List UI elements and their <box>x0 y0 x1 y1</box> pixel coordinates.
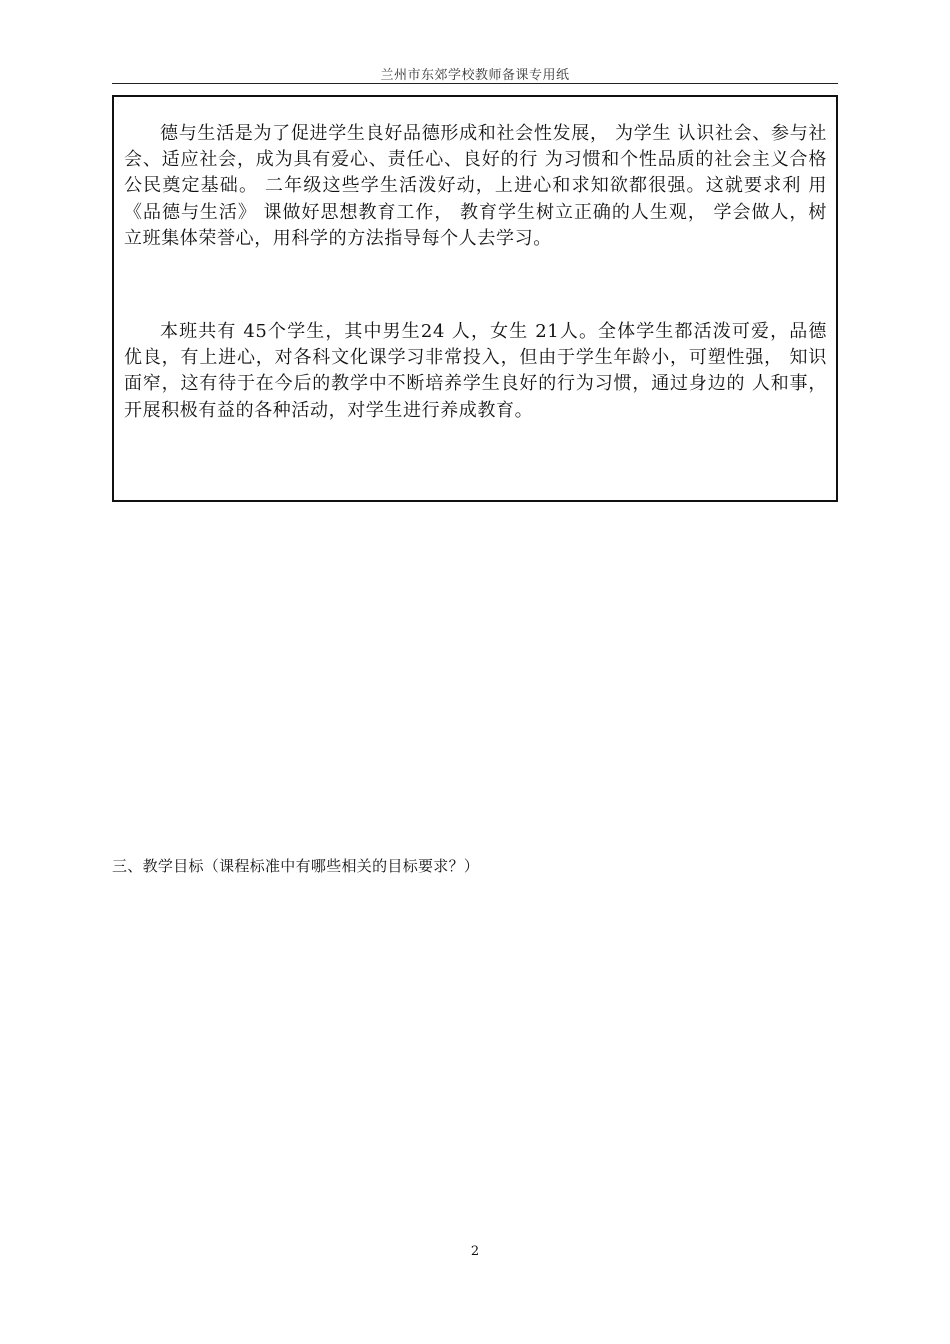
paragraph-class-situation: 本班共有 45个学生，其中男生24 人，女生 21人。全体学生都活泼可爱，品德优良，有上进心，对各科文化课学习非常投入，但由于学生年龄小，可塑性强， 知识面窄，这有待于在今后的教学中不断培养学生良好的行为习惯，通过身边的 人和事，开展积极有益的各种活动，对学生进行养成教育。 <box>124 321 827 421</box>
student-analysis-box <box>112 95 838 502</box>
paragraph-course-purpose: 德与生活是为了促进学生良好品德形成和社会性发展， 为学生 认识社会、参与社会、适应社会，成为具有爱心、责任心、良好的行 为习惯和个性品质的社会主义合格公民奠定基础。 二年级这些学生活泼好动，上进心和求知欲都很强。这就要求利 用 《品德与生活》 课做好思想教育工作， 教育学生树立正确的人生观， 学会做人，树立班集体荣誉心，用科学的方法指导每个人去学习。 <box>124 123 827 249</box>
page-header-title: 兰州市东郊学校教师备课专用纸 <box>380 68 570 83</box>
header-divider <box>112 83 838 84</box>
section-heading-teaching-goals: 三、教学目标（课程标准中有哪些相关的目标要求？） <box>112 857 480 875</box>
page-number: 2 <box>470 1244 480 1259</box>
